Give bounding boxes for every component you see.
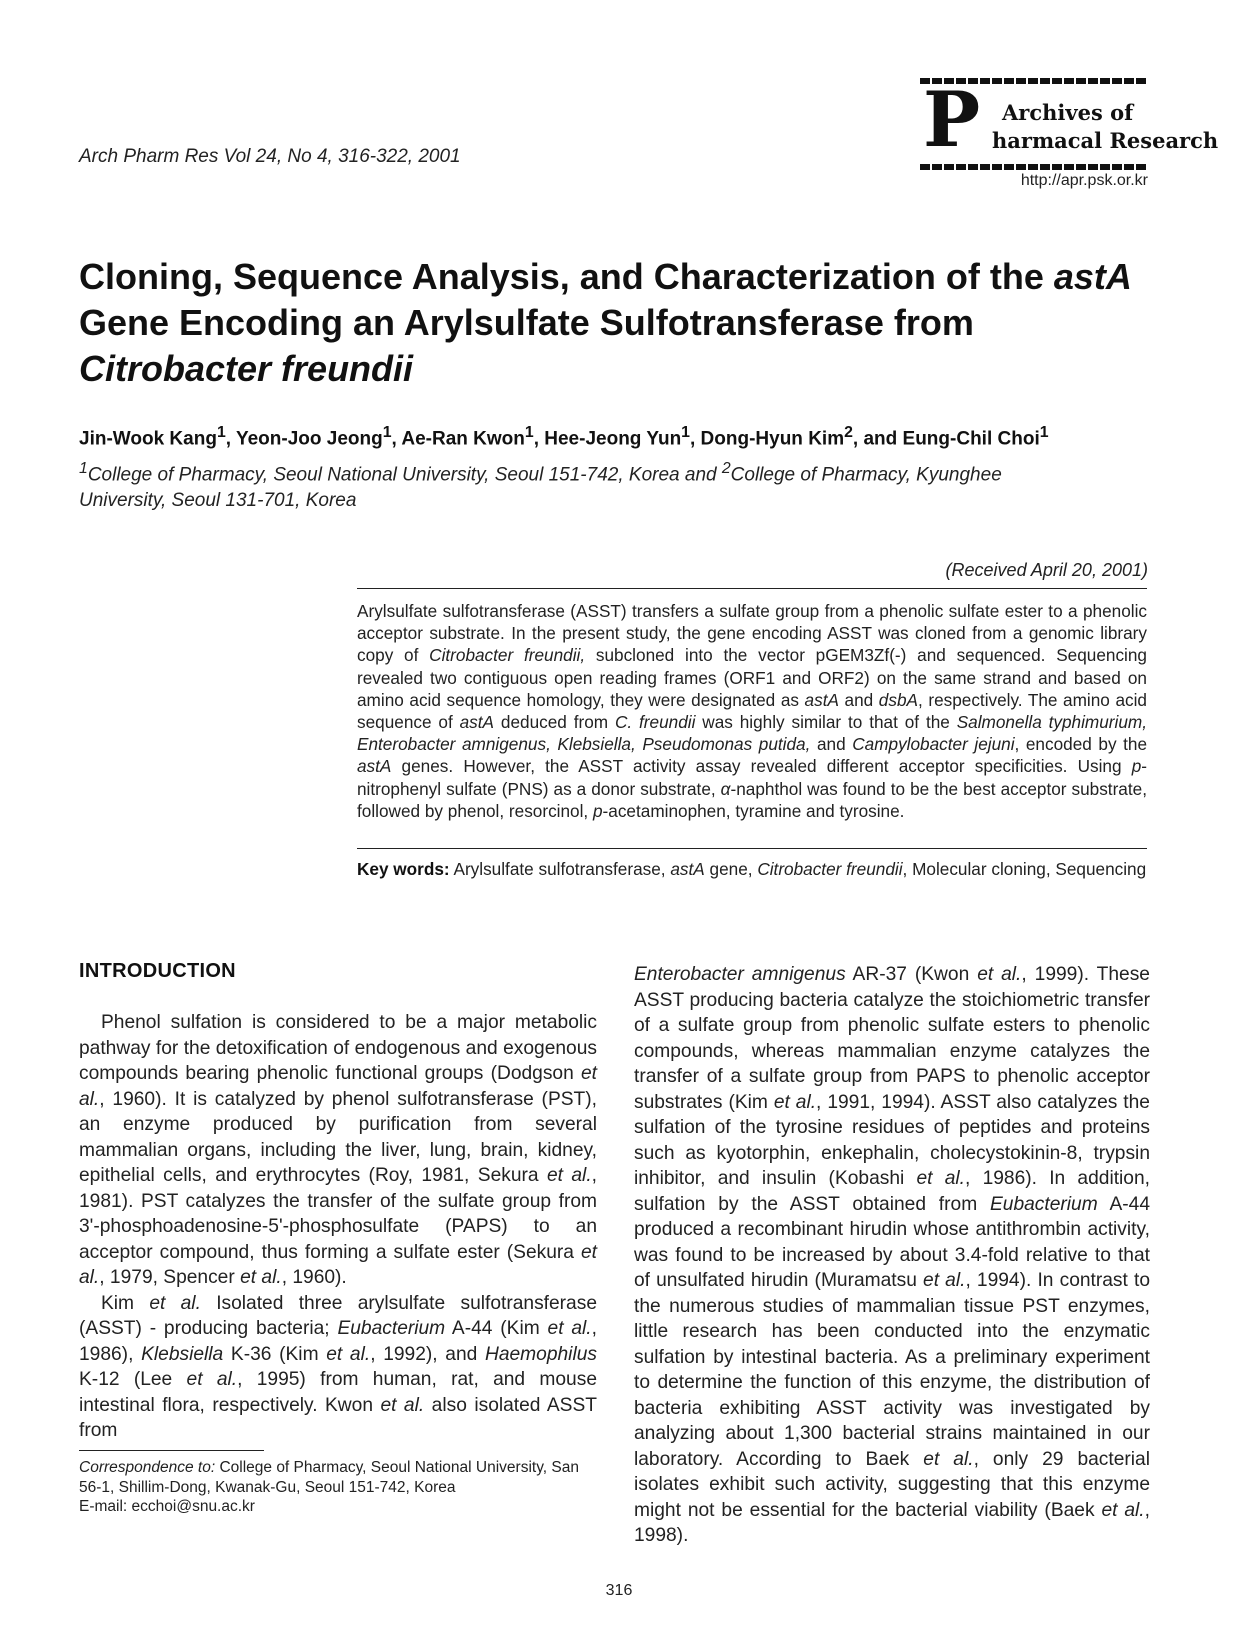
italic-run: Enterobacter amnigenus: [634, 964, 846, 985]
italic-run: astA: [357, 756, 392, 777]
text-run: Phenol sulfation is considered to be a major metabolic pathway for the detoxification of endogenous and exogenous compounds bearing phenolic functional groups (Dodgson: [79, 1012, 597, 1084]
keywords-label: Key words:: [357, 859, 450, 879]
text-run: subcloned into the vector pGEM3Zf(-) and sequenced. Sequencing revealed two contiguous open reading frames (ORF1 and ORF2) on the same strand and based on amino acid sequence homology, they were designated as: [357, 645, 1147, 710]
text-run: , 1994). In contrast to the numerous studies of mammalian tissue PST enzymes, little research has been conducted into the enzymatic sulfation by intestinal bacteria. As a preliminary experiment to determine the function of this enzyme, the distribution of bacteria exhibiting ASST activity was investigated by analyzing about 1,300 bacterial strains maintained in our laboratory. According to Baek: [634, 1270, 1150, 1470]
author-name: Ae-Ran Kwon: [401, 428, 525, 450]
italic-run: astA: [670, 859, 705, 879]
keywords-rule: [357, 848, 1147, 849]
affiliations: [79, 456, 1079, 514]
italic-run: et al.: [79, 1063, 597, 1110]
italic-run: Eubacterium: [337, 1318, 446, 1339]
text-run: Kim: [101, 1292, 150, 1314]
italic-run: et al.: [326, 1343, 371, 1365]
text-run: K-12 (Lee: [79, 1369, 187, 1390]
italic-run: Klebsiella: [141, 1343, 224, 1365]
left-column: [79, 1010, 597, 1444]
italic-run: et al.: [79, 1241, 597, 1288]
author-separator: ,: [533, 428, 545, 450]
author-separator: ,: [689, 428, 701, 450]
italic-run: et al.: [773, 1091, 817, 1113]
italic-run: dsbA: [878, 689, 918, 710]
text-run: , only 29 bacterial isolates exhibit such activity, suggesting that this enzyme might not be essential for the bacterial viability (Baek: [634, 1448, 1150, 1521]
article-title: [79, 254, 1159, 392]
italic-run: et al.: [923, 1270, 966, 1291]
affil-marker-1: 1: [79, 460, 88, 477]
italic-run: astA: [459, 712, 495, 733]
text-run: , encoded by the: [1014, 734, 1147, 755]
title-gene-name: astA: [1053, 256, 1132, 297]
logo-bottom-rule: [920, 164, 1148, 170]
italic-run: p: [1131, 756, 1142, 777]
footnote-address: College of Pharmacy, Seoul National University, San 56-1, Shillim-Dong, Kwanak-Gu, Seoul 151-742, Korea: [79, 1459, 579, 1496]
abstract: [357, 600, 1147, 822]
text-run: A-44 (Kim: [445, 1318, 548, 1339]
logo-line-2: harmacal Research: [992, 128, 1219, 153]
author-name: Eung-Chil Choi: [902, 428, 1040, 450]
italic-run: Eubacterium: [990, 1193, 1098, 1215]
footnote-label: Correspondence to:: [79, 1459, 216, 1476]
text-run: , 1960). It is catalyzed by phenol sulfotransferase (PST), an enzyme produced by purification from several mammalian organs, including the liver, lung, brain, kidney, epithelial cells, and erythrocytes (Roy, 1981, Sekura: [79, 1088, 597, 1186]
italic-run: et al.: [1101, 1499, 1145, 1521]
paragraph: [79, 1010, 597, 1291]
italic-run: C. freundii: [614, 712, 696, 733]
abstract-top-rule: [357, 588, 1147, 589]
text-run: , 1991, 1994). ASST also catalyzes the sulfation of the tyrosine residues of peptides and proteins such as kyotorphin, enkephalin, cholecystokinin-8, trypsin inhibitor, and insulin (Kobashi: [634, 1091, 1150, 1189]
logo-line-1: Archives of: [1002, 100, 1134, 125]
text-run: was highly similar to that of the: [695, 712, 957, 733]
text-run: , 1992), and: [370, 1343, 485, 1365]
author-list: [79, 424, 1049, 450]
text-run: , 1986). In addition, sulfation by the ASST obtained from: [634, 1168, 1150, 1215]
text-run: , respectively. The amino acid sequence of: [357, 689, 1147, 733]
author-name: Hee-Jeong Yun: [544, 428, 682, 450]
italic-run: Citrobacter freundii: [757, 859, 903, 879]
affil-marker-2: 2: [721, 460, 731, 477]
italic-run: et al.: [380, 1394, 425, 1416]
italic-run: et al.: [186, 1369, 238, 1390]
author-name: Dong-Hyun Kim: [700, 428, 845, 450]
text-run: Isolated three arylsulfate sulfotransferase (ASST) - producing bacteria;: [79, 1292, 597, 1339]
text-run: , 1999). These ASST producing bacteria catalyze the stoichiometric transfer of a sulfate group from phenolic sulfate esters to phenolic compounds, whereas mammalian enzyme catalyzes the transfer of a sulfate group from PAPS to phenolic acceptor substrates (Kim: [634, 964, 1150, 1113]
italic-run: et al.: [240, 1267, 282, 1288]
section-heading-introduction: INTRODUCTION: [79, 960, 236, 982]
author-affiliation-marker: 1: [382, 424, 392, 441]
text-run: gene,: [704, 859, 758, 879]
author-name: Jin-Wook Kang: [79, 428, 217, 450]
text-run: , 1960).: [281, 1267, 347, 1288]
italic-run: et al.: [977, 964, 1022, 985]
footnote-email: E-mail: ecchoi@snu.ac.kr: [79, 1498, 255, 1515]
italic-run: Campylobacter jejuni: [852, 734, 1015, 755]
right-column: [634, 962, 1150, 1549]
author-separator: ,: [225, 428, 236, 450]
title-part-2: Gene Encoding an Arylsulfate Sulfotransferase from: [79, 302, 974, 343]
title-organism: Citrobacter freundii: [79, 348, 414, 389]
author-affiliation-marker: 2: [844, 424, 853, 441]
text-run: Arylsulfate sulfotransferase (ASST) transfers a sulfate group from a phenolic sulfate ester to a phenolic acceptor substrate. In the present study, the gene encoding ASST was cloned from a genomic library copy of: [357, 601, 1147, 666]
italic-run: et al.: [546, 1165, 592, 1186]
title-part-1: Cloning, Sequence Analysis, and Characterization of the: [79, 256, 1054, 297]
italic-run: astA: [804, 689, 839, 710]
text-run: -nitrophenyl sulfate (PNS) as a donor substrate,: [357, 756, 1147, 799]
italic-run: et al.: [923, 1448, 974, 1470]
received-date: (Received April 20, 2001): [945, 560, 1148, 580]
italic-run: p: [592, 800, 603, 821]
text-run: Arylsulfate sulfotransferase,: [449, 859, 671, 879]
text-run: genes. However, the ASST activity assay revealed different acceptor specificities. Using: [391, 756, 1132, 777]
author-separator: , and: [852, 428, 903, 450]
author-affiliation-marker: 1: [681, 424, 690, 441]
italic-run: et al.: [916, 1168, 966, 1189]
author-name: Yeon-Joo Jeong: [235, 428, 383, 450]
text-run: -acetaminophen, tyramine and tyrosine.: [602, 800, 905, 821]
page-number: 316: [605, 1582, 633, 1599]
text-run: , 1986),: [79, 1318, 597, 1365]
affil-text-1: College of Pharmacy, Seoul National University, Seoul 151-742, Korea and: [87, 464, 722, 486]
author-affiliation-marker: 1: [1039, 424, 1049, 441]
text-run: A-44 produced a recombinant hirudin whose antithrombin activity, was found to be increased by about 3.4-fold relative to that of unsulfated hirudin (Muramatsu: [634, 1193, 1151, 1291]
author-separator: ,: [391, 428, 402, 450]
text-run: , 1979, Spencer: [99, 1267, 241, 1288]
text-run: AR-37 (Kwon: [845, 964, 978, 985]
italic-run: et al.: [547, 1318, 592, 1339]
text-run: -naphthol was found to be the best acceptor substrate, followed by phenol, resorcinol,: [357, 778, 1147, 821]
paragraph: [79, 1291, 597, 1444]
text-run: also isolated ASST from: [79, 1394, 597, 1441]
journal-url[interactable]: http://apr.psk.or.kr: [1020, 172, 1148, 189]
correspondence-footnote: [79, 1458, 599, 1517]
text-run: and: [810, 734, 853, 755]
italic-run: et al.: [149, 1292, 201, 1314]
text-run: K-36 (Kim: [223, 1343, 327, 1365]
paragraph: [634, 962, 1150, 1549]
italic-run: Haemophilus: [484, 1343, 597, 1365]
text-run: , 1998).: [634, 1499, 1150, 1546]
italic-run: α: [720, 778, 731, 799]
text-run: , Molecular cloning, Sequencing: [902, 859, 1147, 879]
text-run: , 1995) from human, rat, and mouse intestinal flora, respectively. Kwon: [79, 1369, 597, 1416]
logo-letter: P: [923, 75, 981, 164]
author-affiliation-marker: 1: [524, 424, 534, 441]
journal-citation: Arch Pharm Res Vol 24, No 4, 316-322, 2001: [79, 146, 461, 167]
italic-run: Salmonella typhimurium, Enterobacter amnigenus, Klebsiella, Pseudomonas putida,: [357, 712, 1147, 755]
author-affiliation-marker: 1: [216, 424, 226, 441]
text-run: , 1981). PST catalyzes the transfer of the sulfate group from 3'-phosphoadenosine-5'-phosphosulfate (PAPS) to an acceptor compound, thus forming a sulfate ester (Sekura: [79, 1165, 597, 1263]
text-run: deduced from: [494, 712, 615, 733]
italic-run: Citrobacter freundii,: [429, 645, 586, 666]
keywords: [357, 858, 1147, 880]
text-run: and: [838, 689, 879, 710]
keywords-text: [450, 859, 1147, 879]
footnote-rule: [79, 1450, 264, 1451]
affil-text-2: College of Pharmacy, Kyunghee University, Seoul 131-701, Korea: [79, 464, 1002, 512]
